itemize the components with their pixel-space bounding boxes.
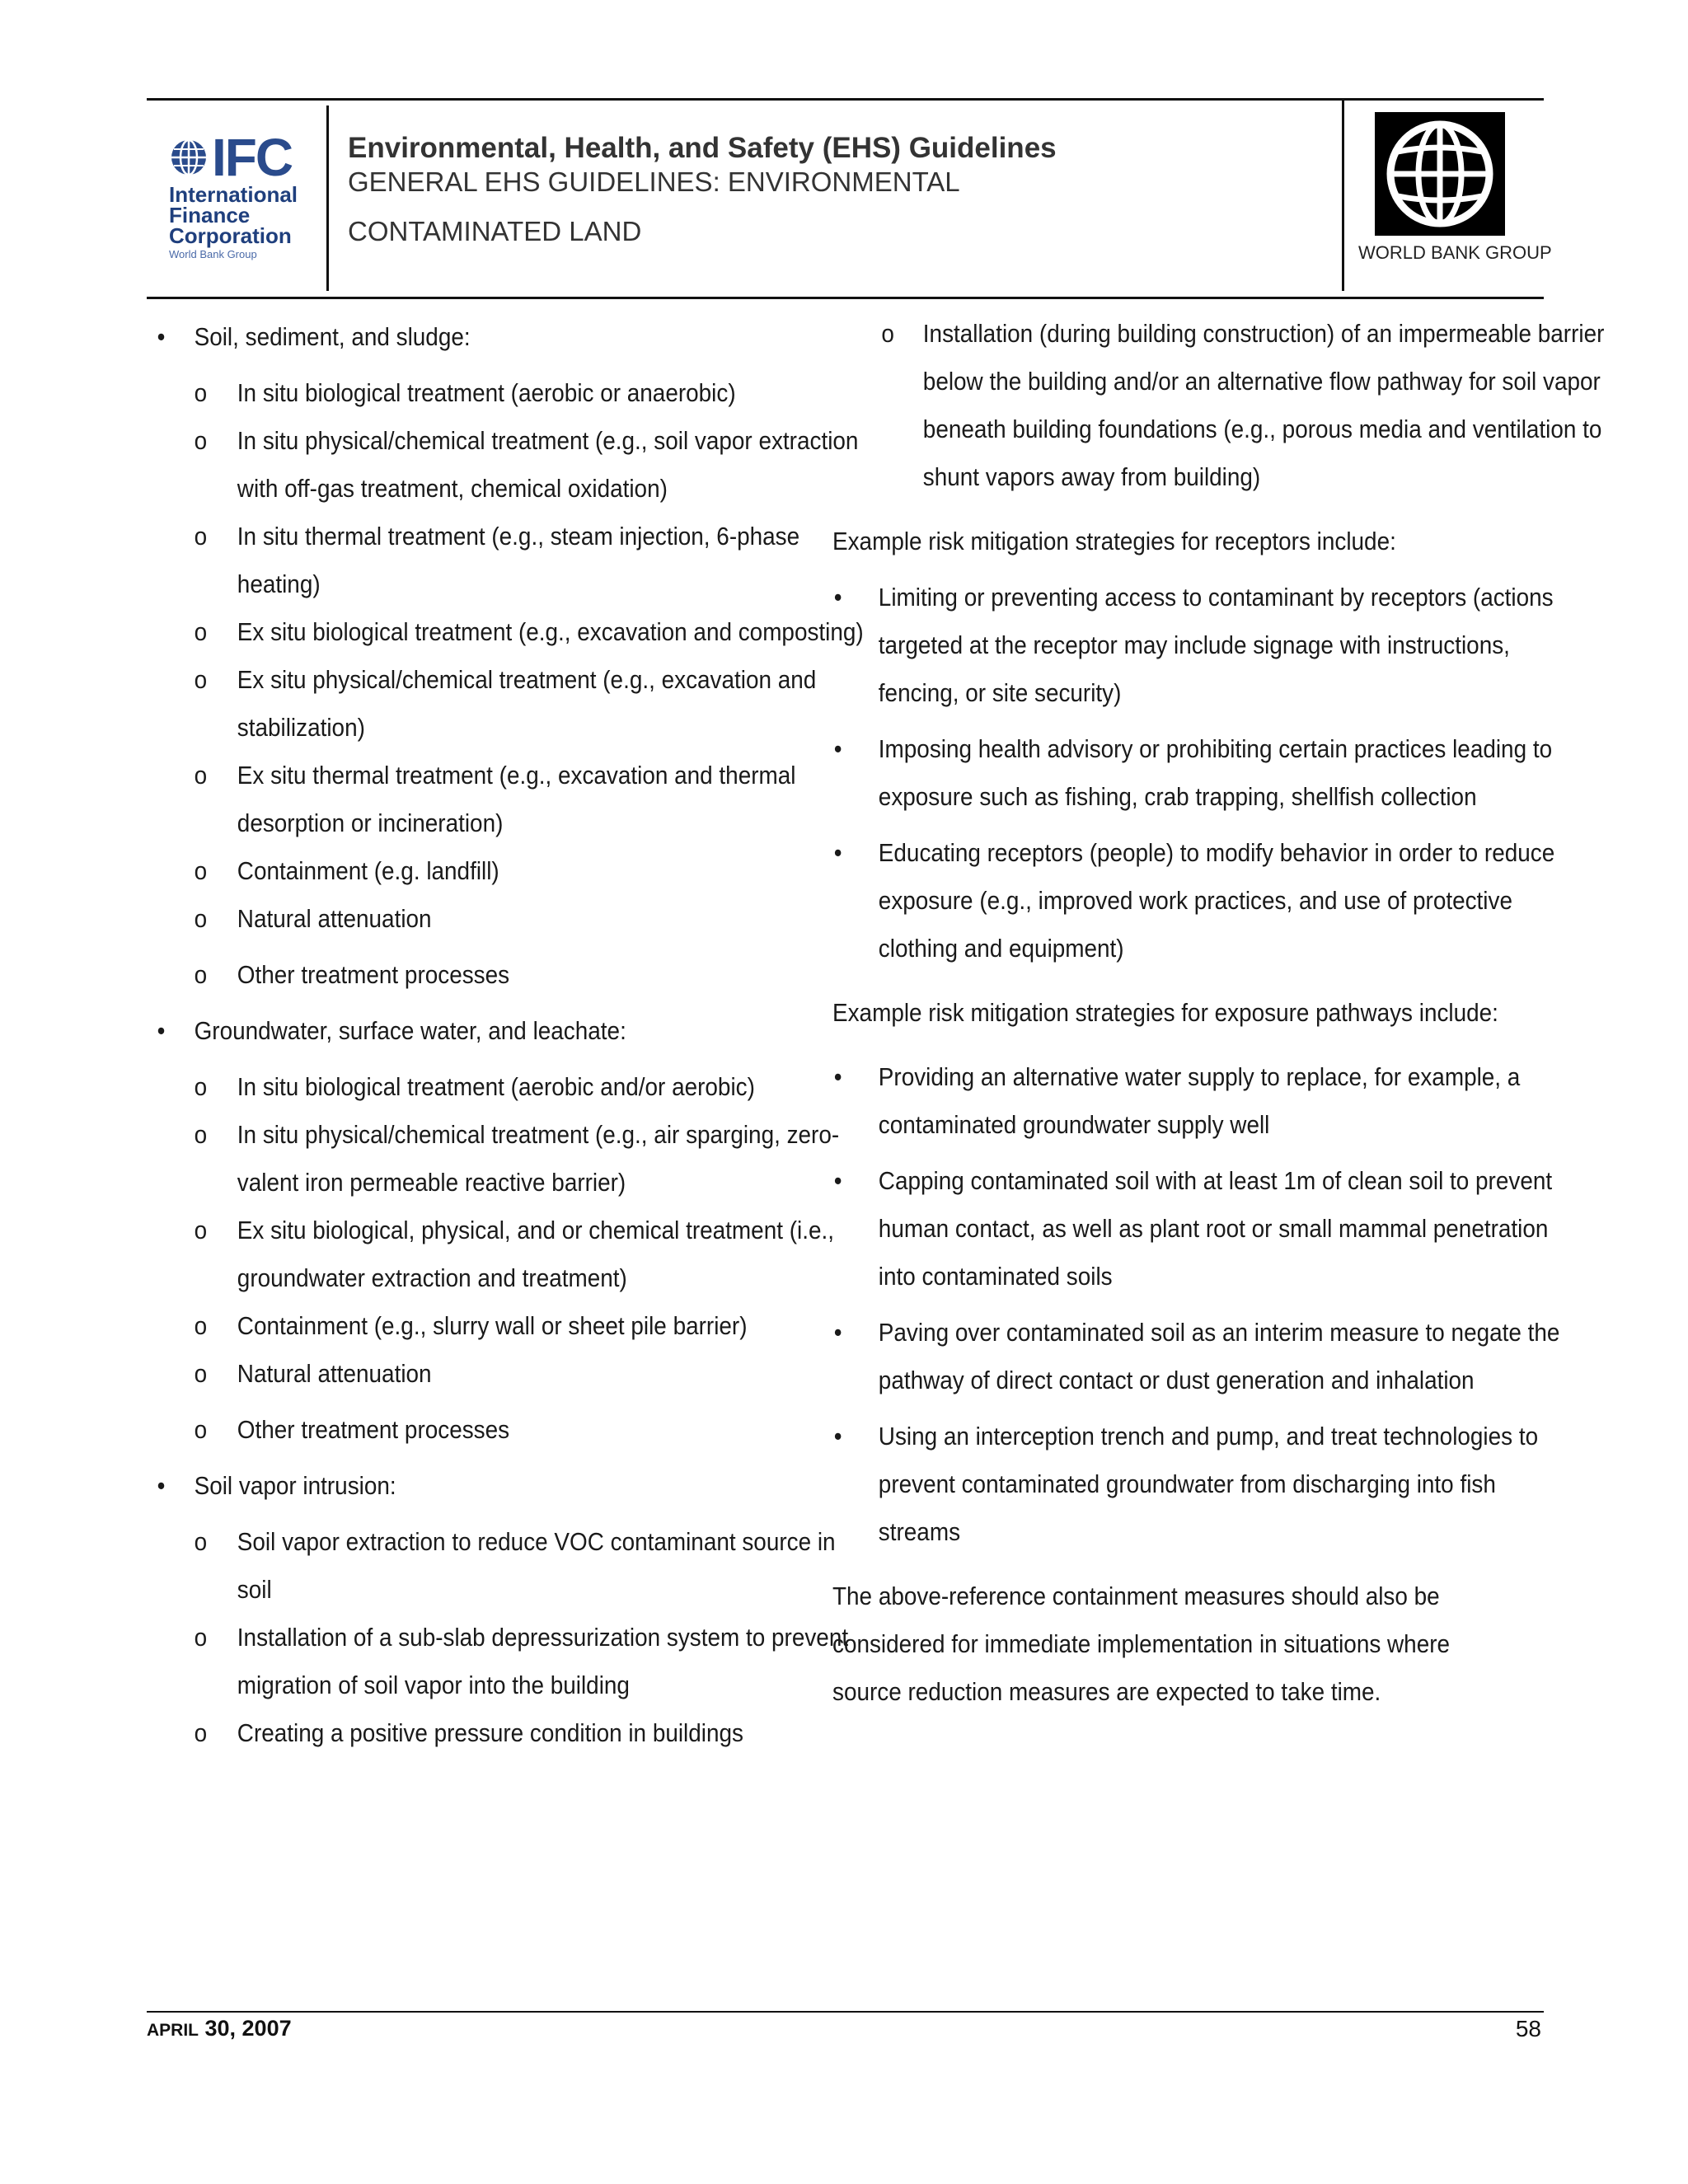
document-subtitle: GENERAL EHS GUIDELINES: ENVIRONMENTAL: [348, 166, 960, 197]
header-bottom-rule: [147, 297, 1544, 299]
sub-list-item: o Containment (e.g. landfill): [147, 847, 871, 895]
list-item: • Using an interception trench and pump, and treat technologies to prevent contaminated groundwater from discharging into fish streams: [832, 1413, 1562, 1556]
paragraph: Example risk mitigation strategies for exposure pathways include:: [832, 998, 1498, 1027]
sub-list-item: o In situ physical/chemical treatment (e.g., soil vapor extraction with off-gas treatment, chemical oxidation): [147, 417, 871, 513]
sub-list-item: o Ex situ thermal treatment (e.g., excavation and thermal desorption or incineration): [147, 752, 871, 847]
ifc-org-name: International Finance Corporation: [169, 182, 298, 248]
list-item: • Imposing health advisory or prohibiting certain practices leading to exposure such as fishing, crab trapping, shellfish collection: [832, 725, 1562, 821]
list-item: • Soil vapor intrusion:: [147, 1462, 828, 1510]
header-divider-right: [1342, 98, 1344, 291]
document-title: Environmental, Health, and Safety (EHS) Guidelines: [348, 132, 1057, 164]
list-item: • Educating receptors (people) to modify behavior in order to reduce exposure (e.g., improved work practices, and use of protective clothing and equipment): [832, 829, 1562, 972]
sub-list-item: o Other treatment processes: [147, 1406, 871, 1454]
list-item: • Paving over contaminated soil as an interim measure to negate the pathway of direct contact or dust generation and inhalation: [832, 1309, 1562, 1404]
paragraph: Example risk mitigation strategies for receptors include:: [832, 527, 1396, 555]
sub-list-item: o Ex situ biological, physical, and or chemical treatment (i.e., groundwater extraction and treatment): [147, 1207, 871, 1302]
list-item: • Providing an alternative water supply to replace, for example, a contaminated groundwater supply well: [832, 1053, 1562, 1149]
section-title: CONTAMINATED LAND: [348, 216, 642, 246]
sub-list-item: o Installation (during building construction) of an impermeable barrier below the building and/or an alternative flow pathway for soil vapor beneath building foundations (e.g., porous media and ventilation to shunt vapors away from building): [832, 310, 1606, 501]
footer-rule: [147, 2011, 1544, 2013]
sub-list-item: o Creating a positive pressure condition in buildings: [147, 1709, 871, 1757]
world-bank-group-label: WORLD BANK GROUP: [1358, 242, 1552, 263]
page-number: 58: [1515, 2016, 1541, 2041]
sub-list-item: o Natural attenuation: [147, 1350, 871, 1398]
left-column: [147, 313, 864, 1757]
sub-list-item: o In situ thermal treatment (e.g., steam injection, 6-phase heating): [147, 513, 871, 608]
right-column: [832, 310, 1605, 1716]
sub-list-item: o In situ biological treatment (aerobic and/or aerobic): [147, 1063, 871, 1111]
world-bank-globe-icon: [1375, 112, 1505, 236]
ifc-globe-icon: [169, 138, 209, 177]
ifc-letters: IFC: [212, 128, 293, 187]
list-item: • Limiting or preventing access to contaminant by receptors (actions targeted at the receptor may include signage with instructions, fencing, or site security): [832, 574, 1562, 717]
sub-list-item: o In situ physical/chemical treatment (e.g., air sparging, zero-valent iron permeable reactive barrier): [147, 1111, 871, 1207]
list-item: • Capping contaminated soil with at least 1m of clean soil to prevent human contact, as well as plant root or small mammal penetration into contaminated soils: [832, 1157, 1562, 1301]
sub-list-item: o Soil vapor extraction to reduce VOC contaminant source in soil: [147, 1518, 871, 1614]
list-item: • Groundwater, surface water, and leachate:: [147, 1007, 828, 1055]
sub-list-item: o In situ biological treatment (aerobic or anaerobic): [147, 369, 871, 417]
ifc-logo: [169, 128, 317, 272]
sub-list-item: o Ex situ biological treatment (e.g., excavation and composting): [147, 608, 871, 656]
list-item: • Soil, sediment, and sludge:: [147, 313, 828, 361]
sub-list-item: o Installation of a sub-slab depressurization system to prevent migration of soil vapor into the building: [147, 1614, 871, 1709]
sub-list-item: o Other treatment processes: [147, 951, 871, 999]
paragraph: The above-reference containment measures should also be considered for immediate implementation in situations where source reduction measures are expected to take time.: [832, 1582, 1451, 1706]
ifc-group-label: World Bank Group: [169, 248, 257, 260]
sub-list-item: o Ex situ physical/chemical treatment (e.g., excavation and stabilization): [147, 656, 871, 752]
footer-date: APRIL 30, 2007: [147, 2016, 292, 2041]
sub-list-item: o Natural attenuation: [147, 895, 871, 943]
header-divider-left: [326, 105, 329, 291]
header-top-rule: [147, 98, 1544, 101]
sub-list-item: o Containment (e.g., slurry wall or sheet pile barrier): [147, 1302, 871, 1350]
